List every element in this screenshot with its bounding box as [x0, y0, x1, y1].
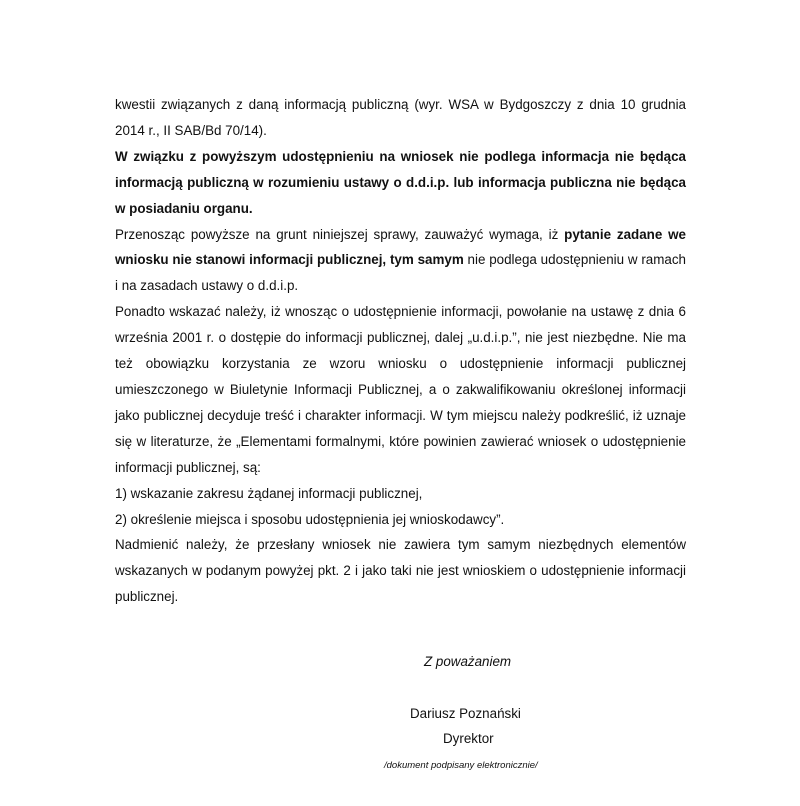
paragraph-conclusion: [115, 144, 686, 222]
case-application-text-end: nie podlega udostępnieniu w ramach i na zasadach ustawy o d.d.i.p.: [115, 252, 686, 294]
paragraph-ruling-citation: kwestii związanych z daną informacją publiczną (wyr. WSA w Bydgoszczy z dnia 10 grudnia 2014 r., II SAB/Bd 70/14).: [115, 97, 686, 138]
paragraph-case-application: [115, 222, 686, 300]
closing-salutation: Z poważaniem: [424, 654, 512, 669]
paragraph-final-remark: Nadmienić należy, że przesłany wniosek nie zawiera tym samym niezbędnych elementów wskazanych w podanym powyżej pkt. 2 i jako taki nie jest wnioskiem o udostępnienie informacji publicznej.: [115, 537, 686, 605]
list-item-method: 2) określenie miejsca i sposobu udostępnienia jej wnioskodawcy”.: [115, 511, 505, 527]
list-item-scope: 1) wskazanie zakresu żądanej informacji publicznej,: [115, 485, 423, 501]
signer-name: Dariusz Poznański: [410, 706, 521, 721]
case-application-bold-text: pytanie zadane we wniosku nie stanowi informacji publicznej, tym samym: [115, 226, 686, 268]
case-application-text-start: Przenosząc powyższe na grunt niniejszej sprawy, zauważyć wymaga, iż: [115, 226, 565, 242]
conclusion-bold-text: W związku z powyższym udostępnieniu na wniosek nie podlega informacja nie będąca informacją publiczną w rozumieniu ustawy o d.d.i.p. lub informacja publiczna nie będąca w posiadaniu organu.: [115, 148, 686, 216]
paragraph-formal-requirements: Ponadto wskazać należy, iż wnosząc o udostępnienie informacji, powołanie na ustawę z dnia 6 września 2001 r. o dostępie do informacji publicznej, dalej „u.d.i.p.”, nie jest niezbędne. Nie ma też obowiązku korzystania ze wzoru wniosku o udostępnienie informacji publicznej umieszczonego w Biuletynie Informacji Publicznej, a o zakwalifikowaniu określonej informacji jako publicznej decyduje treść i charakter informacji. W tym miejscu należy podkreślić, iż uznaje się w literaturze, że „Elementami formalnymi, które powinien zawierać wniosek o udostępnienie informacji publicznej, są:: [115, 304, 686, 475]
signer-role: Dyrektor: [443, 731, 494, 746]
letter-body: [115, 92, 686, 610]
electronic-signature-note: /dokument podpisany elektronicznie/: [384, 760, 538, 771]
